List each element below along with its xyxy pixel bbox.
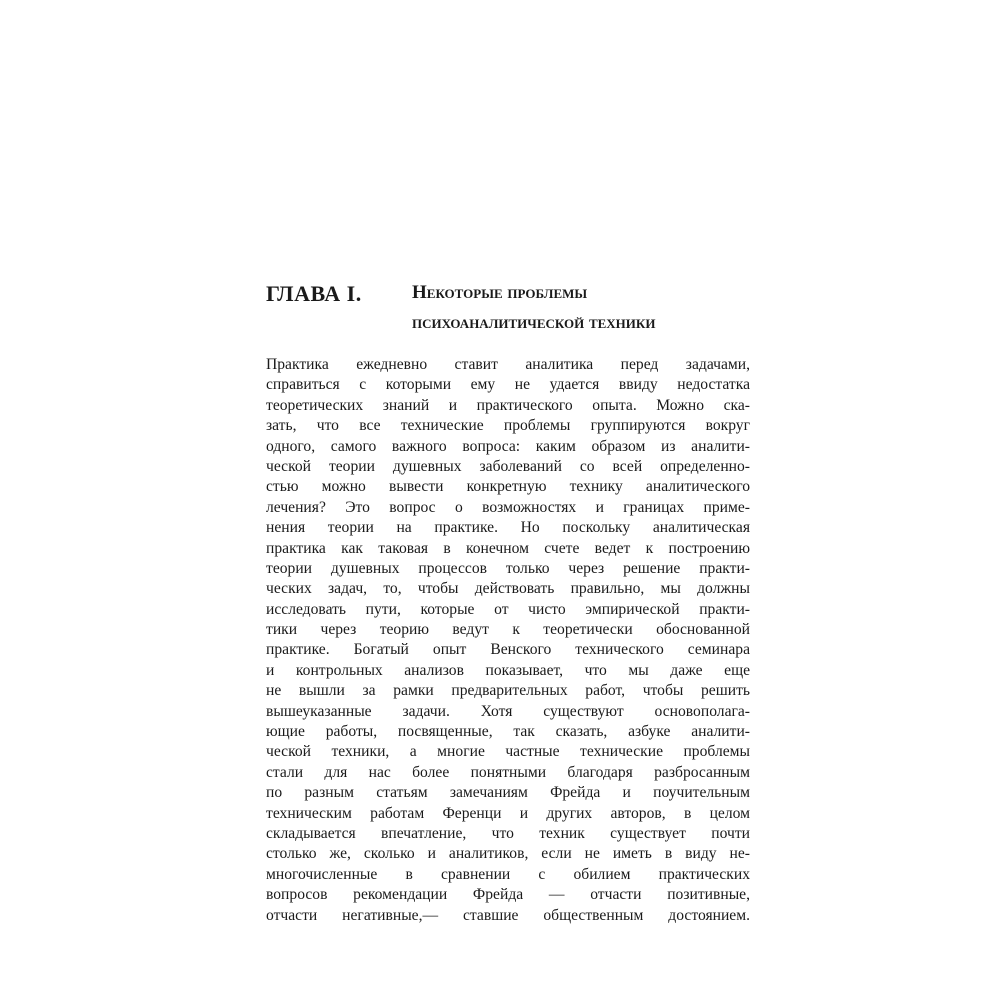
- text-line: нения теории на практике. Но поскольку аналитическая: [266, 519, 750, 537]
- text-line: исследовать пути, которые от чисто эмпирической практи-: [266, 600, 750, 618]
- text-line: складывается впечатление, что техник существует почти: [266, 824, 750, 842]
- text-line: столько же, сколько и аналитиков, если не иметь в виду не-: [266, 845, 750, 863]
- chapter-title: [412, 281, 655, 338]
- text-line: практике. Богатый опыт Венского технического семинара: [266, 641, 750, 659]
- text-line: не вышли за рамки предварительных работ, чтобы решить: [266, 682, 750, 700]
- text-line: справиться с которыми ему не удается ввиду недостатка: [266, 376, 750, 394]
- text-line: ческих задач, то, чтобы действовать правильно, мы должны: [266, 580, 750, 598]
- text-line: одного, самого важного вопроса: каким образом из аналити-: [266, 437, 750, 455]
- text-line: тики через теорию ведут к теоретически обоснованной: [266, 621, 750, 639]
- text-line: ющие работы, посвященные, так сказать, азбуке аналити-: [266, 723, 750, 741]
- chapter-title-line: психоаналитической техники: [412, 312, 656, 333]
- text-line: отчасти негативные,— ставшие общественным достоянием.: [266, 906, 750, 924]
- body-paragraph: [266, 355, 750, 926]
- text-line: ческой теории душевных заболеваний со всей определенно-: [266, 457, 750, 475]
- chapter-title-line: Некоторые проблемы: [412, 282, 588, 303]
- text-line: практика как таковая в конечном счете ведет к построению: [266, 539, 750, 557]
- text-line: техническим работам Ференци и других авторов, в целом: [266, 804, 750, 822]
- text-line: по разным статьям замечаниям Фрейда и поучительным: [266, 784, 750, 802]
- chapter-header: [266, 281, 766, 341]
- text-line: вопросов рекомендации Фрейда — отчасти позитивные,: [266, 886, 750, 904]
- text-line: теории душевных процессов только через решение практи-: [266, 559, 750, 577]
- text-line: теоретических знаний и практического опыта. Можно ска-: [266, 396, 750, 414]
- text-line: и контрольных анализов показывает, что мы даже еще: [266, 661, 750, 679]
- text-line: стали для нас более понятными благодаря разбросанным: [266, 763, 750, 781]
- text-line: вышеуказанные задачи. Хотя существуют основополага-: [266, 702, 750, 720]
- text-line: Практика ежедневно ставит аналитика перед задачами,: [266, 356, 750, 373]
- chapter-label: ГЛАВА I.: [266, 281, 362, 306]
- text-line: стью можно вывести конкретную технику аналитического: [266, 478, 750, 496]
- text-line: ческой техники, а многие частные технические проблемы: [266, 743, 750, 761]
- text-line: зать, что все технические проблемы группируются вокруг: [266, 417, 750, 435]
- text-line: лечения? Это вопрос о возможностях и границах приме-: [266, 498, 750, 516]
- text-line: многочисленные в сравнении с обилием практических: [266, 865, 750, 883]
